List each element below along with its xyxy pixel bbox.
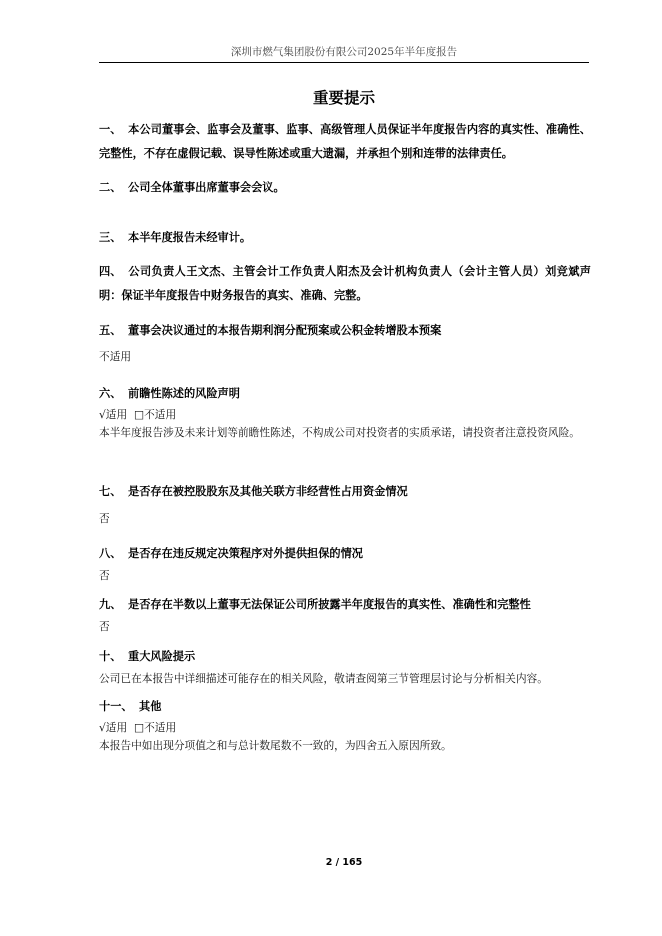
section-2 xyxy=(99,176,591,200)
section-11 xyxy=(99,695,591,755)
document-title: 重要提示 xyxy=(312,89,375,107)
section-7-number: 七、 xyxy=(99,485,122,498)
section-3-title: 本半年度报告未经审计。 xyxy=(128,231,252,244)
section-3 xyxy=(99,226,591,250)
header-rule xyxy=(99,62,589,63)
section-8-title: 是否存在违反规定决策程序对外提供担保的情况 xyxy=(128,547,363,560)
section-9-heading xyxy=(99,593,591,617)
section-11-heading xyxy=(99,695,591,719)
section-1 xyxy=(99,118,591,166)
section-7-body: 否 xyxy=(99,512,110,525)
section-8-number: 八、 xyxy=(99,547,122,560)
section-5-number: 五、 xyxy=(99,324,122,337)
section-5-body: 不适用 xyxy=(99,350,132,363)
section-10-heading xyxy=(99,645,591,669)
section-3-number: 三、 xyxy=(99,231,122,244)
page-number: 2 / 165 xyxy=(325,857,363,868)
section-7-title: 是否存在被控股股东及其他关联方非经营性占用资金情况 xyxy=(128,485,408,498)
section-10-number: 十、 xyxy=(99,650,122,663)
section-2-heading xyxy=(99,176,591,200)
section-7-heading xyxy=(99,480,591,504)
section-9-title: 是否存在半数以上董事无法保证公司所披露半年度报告的真实性、准确性和完整性 xyxy=(128,598,531,611)
section-1-content: 本公司董事会、监事会及董事、监事、高级管理人员保证半年度报告内容的真实性、准确性、完整性，不存在虚假记载、误导性陈述或重大遗漏，并承担个别和连带的法律责任。 xyxy=(99,123,591,160)
section-4-text xyxy=(99,260,591,308)
section-6-number: 六、 xyxy=(99,387,122,400)
page-header: 深圳市燃气集团股份有限公司2025年半年度报告 xyxy=(230,46,458,58)
section-4-number: 四、 xyxy=(99,265,122,278)
section-6-applicability: √适用 □不适用 xyxy=(99,408,177,421)
section-11-title: 其他 xyxy=(139,700,162,713)
section-6-body: 本半年度报告涉及未来计划等前瞻性陈述，不构成公司对投资者的实质承诺，请投资者注意投资风险。 xyxy=(99,426,580,439)
section-8 xyxy=(99,542,591,585)
section-11-number: 十一、 xyxy=(99,700,133,713)
section-9-body: 否 xyxy=(99,620,110,633)
section-10-title: 重大风险提示 xyxy=(128,650,196,663)
section-4 xyxy=(99,260,591,308)
section-6-heading xyxy=(99,382,591,406)
section-7 xyxy=(99,480,591,528)
section-4-content: 公司负责人王文杰、主管会计工作负责人阳杰及会计机构负责人（会计主管人员）刘竞斌声明：保证半年度报告中财务报告的真实、准确、完整。 xyxy=(99,265,591,302)
section-8-heading xyxy=(99,542,591,566)
section-5-heading xyxy=(99,319,591,343)
section-2-number: 二、 xyxy=(99,181,122,194)
section-1-number: 一、 xyxy=(99,123,122,136)
section-6-title: 前瞻性陈述的风险声明 xyxy=(128,387,240,400)
section-10-body: 公司已在本报告中详细描述可能存在的相关风险，敬请查阅第三节管理层讨论与分析相关内容。 xyxy=(99,672,548,685)
section-5-title: 董事会决议通过的本报告期利润分配预案或公积金转增股本预案 xyxy=(128,324,442,337)
section-3-heading xyxy=(99,226,591,250)
section-6 xyxy=(99,382,591,442)
section-9-number: 九、 xyxy=(99,598,122,611)
section-5 xyxy=(99,319,591,366)
section-1-text xyxy=(99,118,591,166)
section-11-applicability: √适用 □不适用 xyxy=(99,721,177,734)
section-2-title: 公司全体董事出席董事会会议。 xyxy=(128,181,285,194)
section-10 xyxy=(99,645,591,688)
section-9 xyxy=(99,593,591,636)
section-11-body: 本报告中如出现分项值之和与总计数尾数不一致的，为四舍五入原因所致。 xyxy=(99,739,452,752)
section-8-body: 否 xyxy=(99,569,110,582)
